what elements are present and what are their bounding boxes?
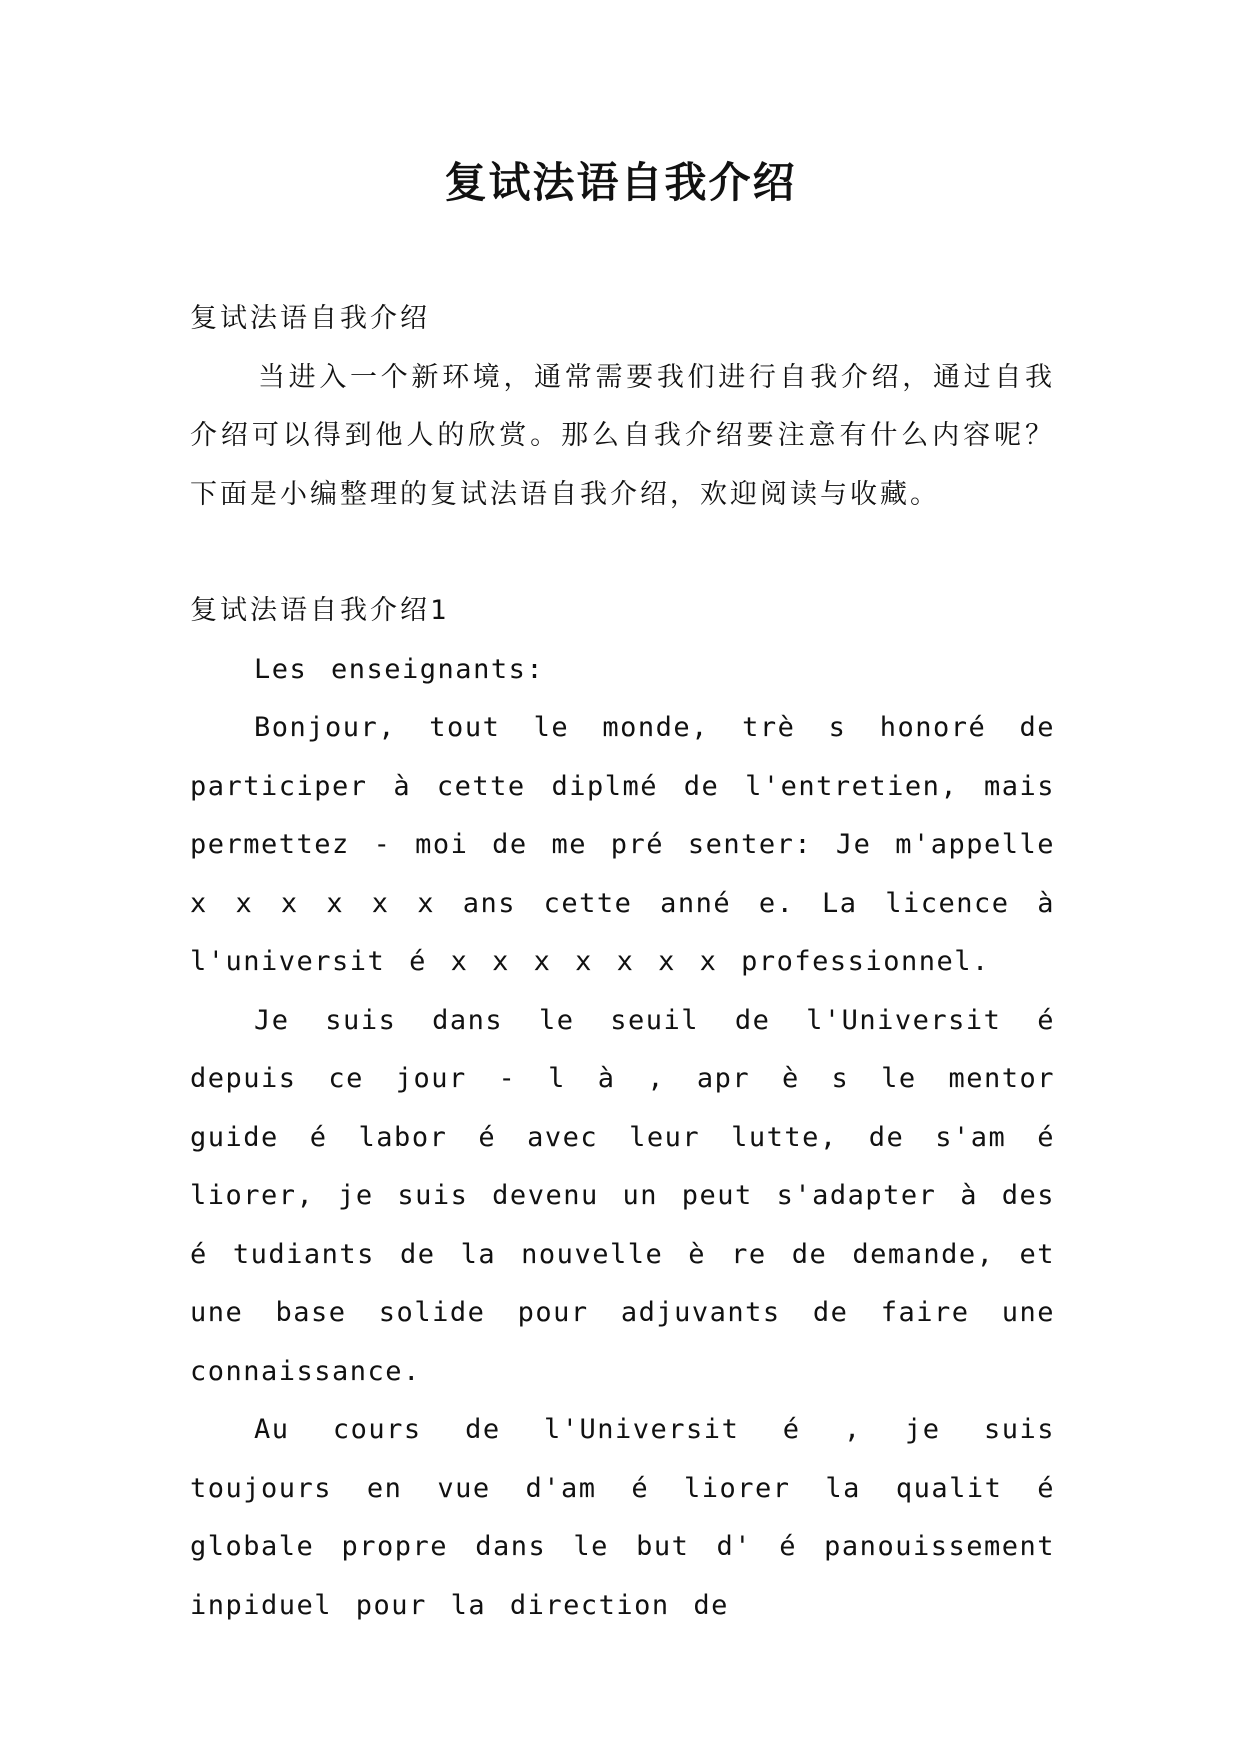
- intro-paragraph: 当进入一个新环境，通常需要我们进行自我介绍，通过自我介绍可以得到他人的欣赏。那么自我介绍要注意有什么内容呢？下面是小编整理的复试法语自我介绍，欢迎阅读与收藏。: [190, 361, 1055, 510]
- salutation-paragraph: Les enseignants:: [254, 653, 545, 685]
- body-paragraph: Je suis dans le seuil de l'Universit é depuis ce jour - l à , apr è s le mentor guide é labor é avec leur lutte, de s'am é liorer, je suis devenu un peut s'adapter à des é tudiants de la nouvelle è re de demande, et une base solide pour adjuvants de faire une connaissance.: [190, 1004, 1055, 1387]
- document-title: 复试法语自我介绍: [444, 158, 797, 207]
- body-paragraph: Au cours de l'Universit é , je suis toujours en vue d'am é liorer la qualit é globale propre dans le but d' é panouissement inpiduel pour la direction de: [190, 1414, 1055, 1621]
- paragraph-gap: [190, 524, 1055, 582]
- section-heading: 复试法语自我介绍1: [190, 595, 450, 626]
- document-body: [190, 290, 1055, 1635]
- document-subtitle: 复试法语自我介绍: [190, 303, 430, 334]
- body-paragraph: Bonjour, tout le monde, trè s honoré de participer à cette diplmé de l'entretien, mais permettez - moi de me pré senter: Je m'appelle x x x x x x ans cette anné e. La licence à l'universit é x x x x x x x professionnel.: [190, 712, 1055, 977]
